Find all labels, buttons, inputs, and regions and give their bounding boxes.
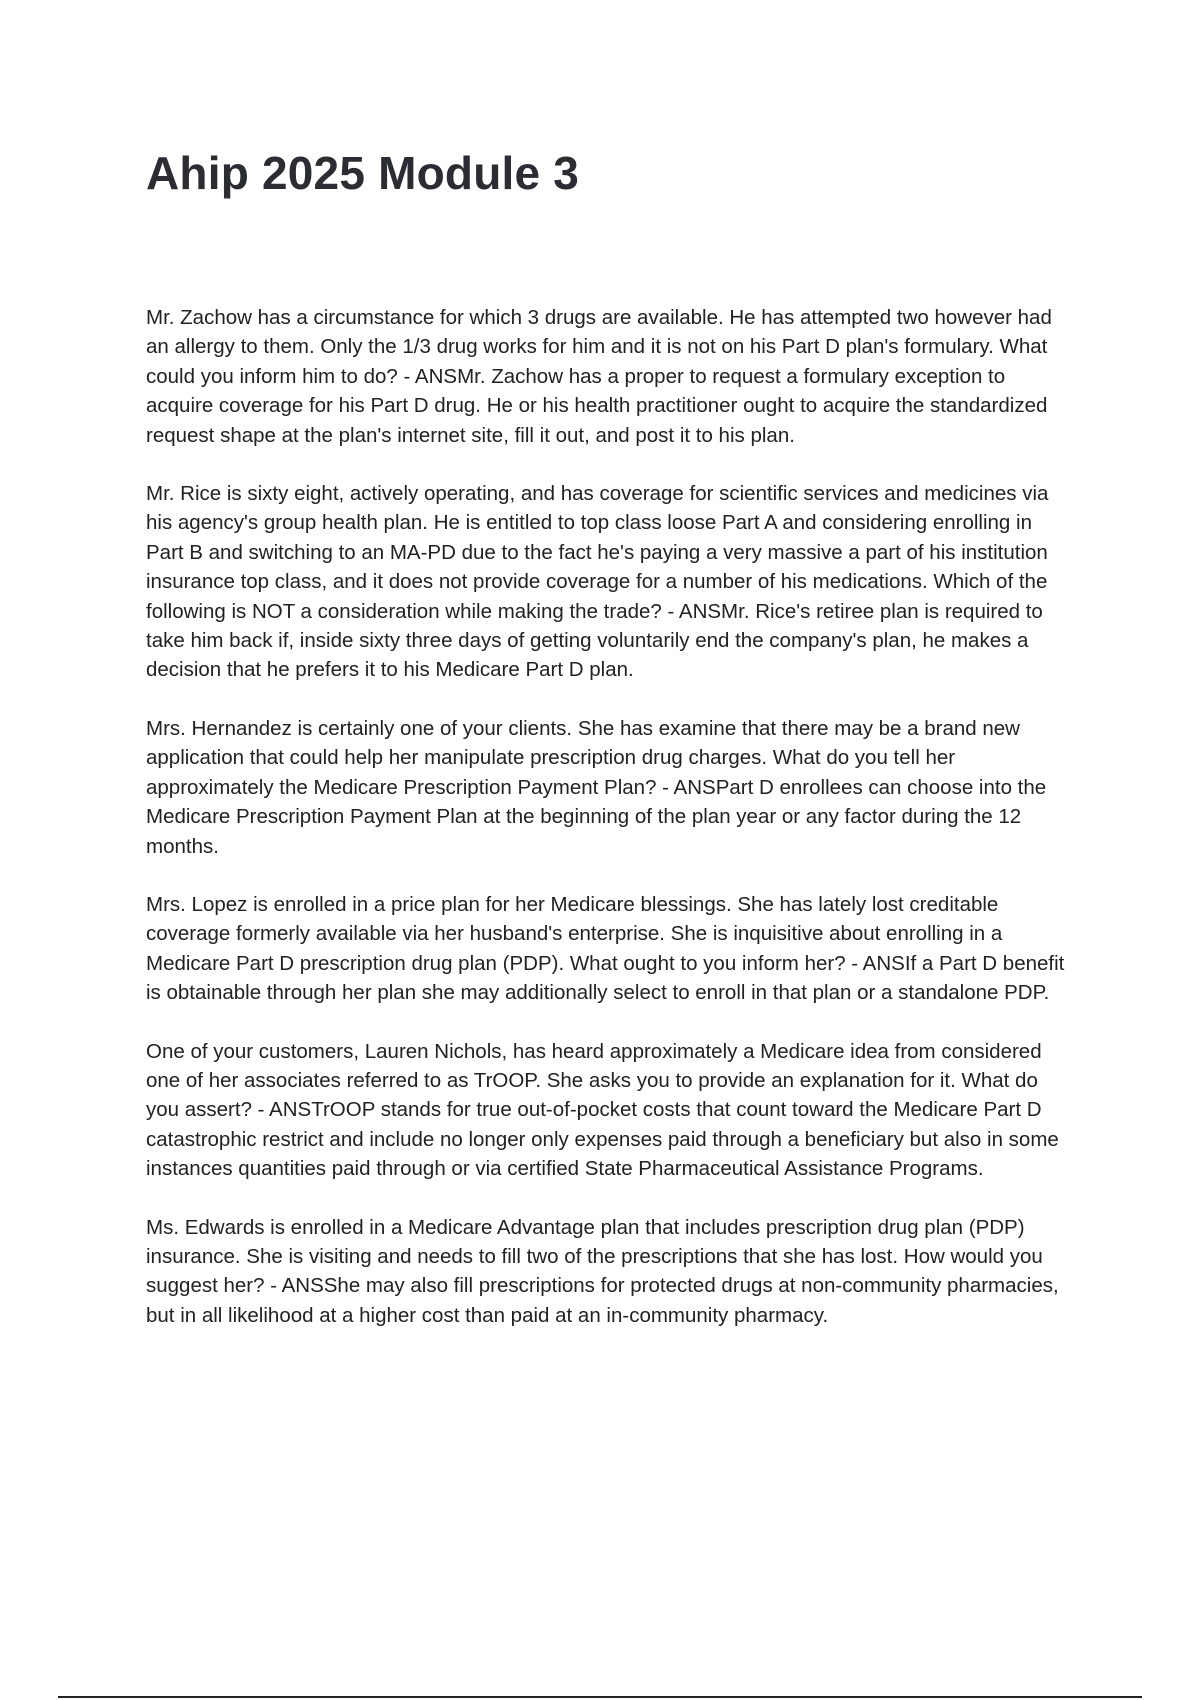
page-title: Ahip 2025 Module 3 [146,147,580,199]
qa-list [146,303,1066,1359]
qa-entry-lopez: Mrs. Lopez is enrolled in a price plan for her Medicare blessings. She has lately lost creditable coverage formerly available via her husband's enterprise. She is inquisitive about enrolling in a Medicare Part D prescription drug plan (PDP). What ought to you inform her? - ANSIf a Part D benefit is obtainable through her plan she may additionally select to enroll in that plan or a standalone PDP. [146,892,1065,1005]
qa-entry-hernandez: Mrs. Hernandez is certainly one of your clients. She has examine that there may be a brand new application that could help her manipulate prescription drug charges. What do you tell her approximately the Medicare Prescription Payment Plan? - ANSPart D enrollees can choose into the Medicare Prescription Payment Plan at the beginning of the plan year or any factor during the 12 months. [146,716,1047,858]
qa-entry-edwards: Ms. Edwards is enrolled in a Medicare Advantage plan that includes prescription drug plan (PDP) insurance. She is visiting and needs to fill two of the prescriptions that she has lost. How would you suggest her? - ANSShe may also fill prescriptions for protected drugs at non-community pharmacies, but in all likelihood at a higher cost than paid at an in-community pharmacy. [146,1215,1059,1327]
qa-entry-nichols: One of your customers, Lauren Nichols, has heard approximately a Medicare idea from considered one of her associates referred to as TrOOP. She asks you to provide an explanation for it. What do you assert? - ANSTrOOP stands for true out-of-pocket costs that count toward the Medicare Part D catastrophic restrict and include no longer only expenses paid through a beneficiary but also in some instances quantities paid through or via certified State Pharmaceutical Assistance Programs. [146,1039,1059,1181]
qa-entry-rice: Mr. Rice is sixty eight, actively operating, and has coverage for scientific services and medicines via his agency's group health plan. He is entitled to top class loose Part A and considering enrolling in Part B and switching to an MA-PD due to the fact he's paying a very massive a part of his institution insurance top class, and it does not provide coverage for a number of his medications. Which of the following is NOT a consideration while making the trade? - ANSMr. Rice's retiree plan is required to take him back if, inside sixty three days of getting voluntarily end the company's plan, he makes a decision that he prefers it to his Medicare Part D plan. [146,482,1049,682]
qa-entry-zachow: Mr. Zachow has a circumstance for which 3 drugs are available. He has attempted two however had an allergy to them. Only the 1/3 drug works for him and it is not on his Part D plan's formulary. What could you inform him to do? - ANSMr. Zachow has a proper to request a formulary exception to acquire coverage for his Part D drug. He or his health practitioner ought to acquire the standardized request shape at the plan's internet site, fill it out, and post it to his plan. [146,306,1052,447]
footer-divider [58,1696,1142,1698]
